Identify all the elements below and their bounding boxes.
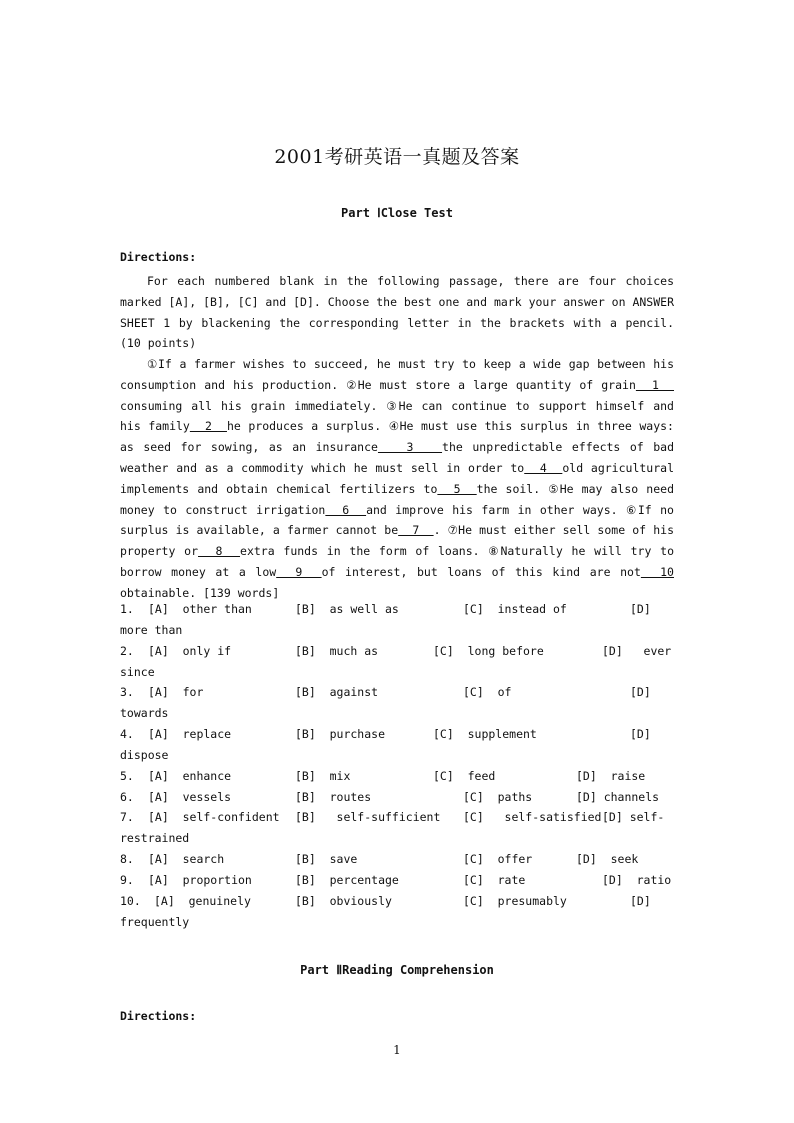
option-row — [120, 685, 680, 706]
option-c: [C] offer — [463, 852, 533, 867]
option-a: [A] enhance — [148, 768, 232, 783]
option-row — [120, 873, 680, 894]
directions-paragraph: For each numbered blank in the following passage, there are four choices marked [A], [B], [C] and [D]. Choose the best one and mark your answer on ANSWER SHEET 1 by blackening the corresponding letter in the brackets with a pencil. (10 points) — [120, 274, 674, 351]
option-a: [A] vessels — [148, 789, 232, 804]
option-cont-text: restrained — [120, 831, 190, 846]
passage-text: ①If a farmer wishes to succeed, he must try to keep a wide gap between his consumption and his production. ②He must store a large quantity of grain — [120, 357, 674, 392]
part1-heading: Part ⅠClose Test — [341, 206, 453, 220]
cloze-blank: 4 — [524, 460, 563, 475]
option-d: [D] — [630, 685, 651, 700]
option-c: [C] presumably — [463, 893, 567, 908]
option-c: [C] self-satisfied — [463, 810, 602, 825]
option-cont-text: towards — [120, 706, 169, 721]
page-number: 1 — [393, 1043, 401, 1057]
option-cont-text: since — [120, 664, 155, 679]
cloze-blank: 2 — [189, 419, 227, 434]
option-b: [B] self-sufficient — [295, 810, 441, 825]
option-continuation — [120, 831, 680, 852]
option-c: [C] feed — [433, 768, 496, 783]
option-d: [D] ever — [602, 643, 672, 658]
option-d: [D] seek — [576, 852, 639, 867]
option-n: 9. — [120, 872, 134, 887]
option-d: [D] raise — [576, 768, 646, 783]
cloze-blank: 8 — [198, 544, 241, 559]
cloze-blank: 6 — [325, 502, 367, 517]
option-n: 4. — [120, 727, 134, 742]
part2-directions-label: Directions: — [120, 1009, 197, 1023]
cloze-blank: 9 — [276, 564, 322, 579]
passage-text: the unpredictable effects of bad weather and as a commodity which he must sell in order to — [120, 440, 675, 475]
option-d: [D] ratio — [602, 872, 672, 887]
passage-text: and improve his farm in other ways. ⑥If no surplus is available, a farmer cannot be — [120, 502, 674, 538]
option-n: 6. — [120, 789, 134, 804]
passage-text: consuming all his grain immediately. ③He can continue to support himself and his family — [120, 398, 674, 434]
option-continuation — [120, 748, 680, 769]
option-row — [120, 727, 680, 748]
option-n: 1. — [120, 602, 134, 616]
option-n: 3. — [120, 685, 134, 700]
option-a: [A] only if — [148, 643, 232, 658]
passage-paragraph — [120, 354, 674, 604]
option-b: [B] purchase — [295, 727, 386, 742]
option-c: [C] rate — [463, 872, 526, 887]
cloze-blank: 7 — [398, 523, 434, 538]
option-continuation — [120, 915, 680, 936]
option-row — [120, 852, 680, 873]
option-n: 5. — [120, 768, 134, 783]
option-a: [A] genuinely — [154, 893, 251, 908]
option-cont-text: frequently — [120, 914, 190, 929]
passage-text: extra funds in the form of loans. ⑧Naturally he will try to borrow money at a low — [120, 544, 674, 579]
option-d: [D] channels — [576, 789, 660, 804]
option-row — [120, 769, 680, 790]
option-c: [C] instead of — [463, 602, 567, 616]
option-c: [C] paths — [463, 789, 533, 804]
part1-directions-label: Directions: — [120, 250, 197, 264]
option-c: [C] of — [463, 685, 512, 700]
page-title: 2001考研英语一真题及答案 — [274, 146, 520, 168]
option-cont-text: dispose — [120, 747, 169, 762]
option-b: [B] as well as — [295, 602, 399, 616]
option-row — [120, 810, 680, 831]
option-b: [B] mix — [295, 768, 351, 783]
option-b: [B] against — [295, 685, 379, 700]
answer-options-list — [120, 602, 680, 936]
part2-heading: Part ⅡReading Comprehension — [300, 963, 494, 977]
option-b: [B] save — [295, 852, 358, 867]
option-row — [120, 894, 680, 915]
option-n: 7. — [120, 810, 134, 825]
option-cont-text: more than — [120, 622, 183, 637]
option-continuation — [120, 706, 680, 727]
option-a: [A] self-confident — [148, 810, 280, 825]
passage-text: old agricultural implements and obtain chemical fertilizers to — [120, 460, 674, 496]
option-continuation — [120, 623, 680, 644]
option-a: [A] replace — [148, 727, 232, 742]
option-c: [C] long before — [433, 643, 544, 658]
option-d: [D] — [630, 602, 651, 616]
option-d: [D] — [630, 727, 651, 742]
option-row — [120, 790, 680, 811]
passage-text: he produces a surplus. ④He must use this surplus in three ways: as seed for sowing, as an insurance — [120, 419, 674, 455]
passage-text: the soil. ⑤He may also need money to construct irrigation — [120, 481, 674, 517]
option-a: [A] search — [148, 852, 225, 867]
option-row — [120, 602, 680, 623]
cloze-blank: 3 — [377, 440, 443, 455]
option-a: [A] proportion — [148, 872, 252, 887]
option-b: [B] much as — [295, 643, 379, 658]
option-b: [B] routes — [295, 789, 372, 804]
passage-text: obtainable. [139 words] — [120, 585, 280, 600]
option-d: [D] self- — [602, 810, 665, 825]
option-a: [A] other than — [148, 602, 252, 616]
option-n: 8. — [120, 852, 134, 867]
cloze-blank: 1 — [635, 377, 674, 392]
option-b: [B] obviously — [295, 893, 392, 908]
part1-directions-text — [120, 271, 674, 354]
option-row — [120, 644, 680, 665]
option-n: 10. — [120, 893, 141, 908]
cloze-blank: 10 — [640, 564, 674, 579]
option-a: [A] for — [148, 685, 204, 700]
option-c: [C] supplement — [433, 727, 537, 742]
cloze-blank: 5 — [437, 481, 477, 496]
option-n: 2. — [120, 643, 134, 658]
passage-text: of interest, but loans of this kind are not — [321, 564, 641, 579]
option-continuation — [120, 665, 680, 686]
cloze-passage — [120, 354, 674, 604]
option-d: [D] — [630, 893, 651, 908]
passage-text: . ⑦He must either sell some of his property or — [120, 523, 674, 559]
option-b: [B] percentage — [295, 872, 399, 887]
